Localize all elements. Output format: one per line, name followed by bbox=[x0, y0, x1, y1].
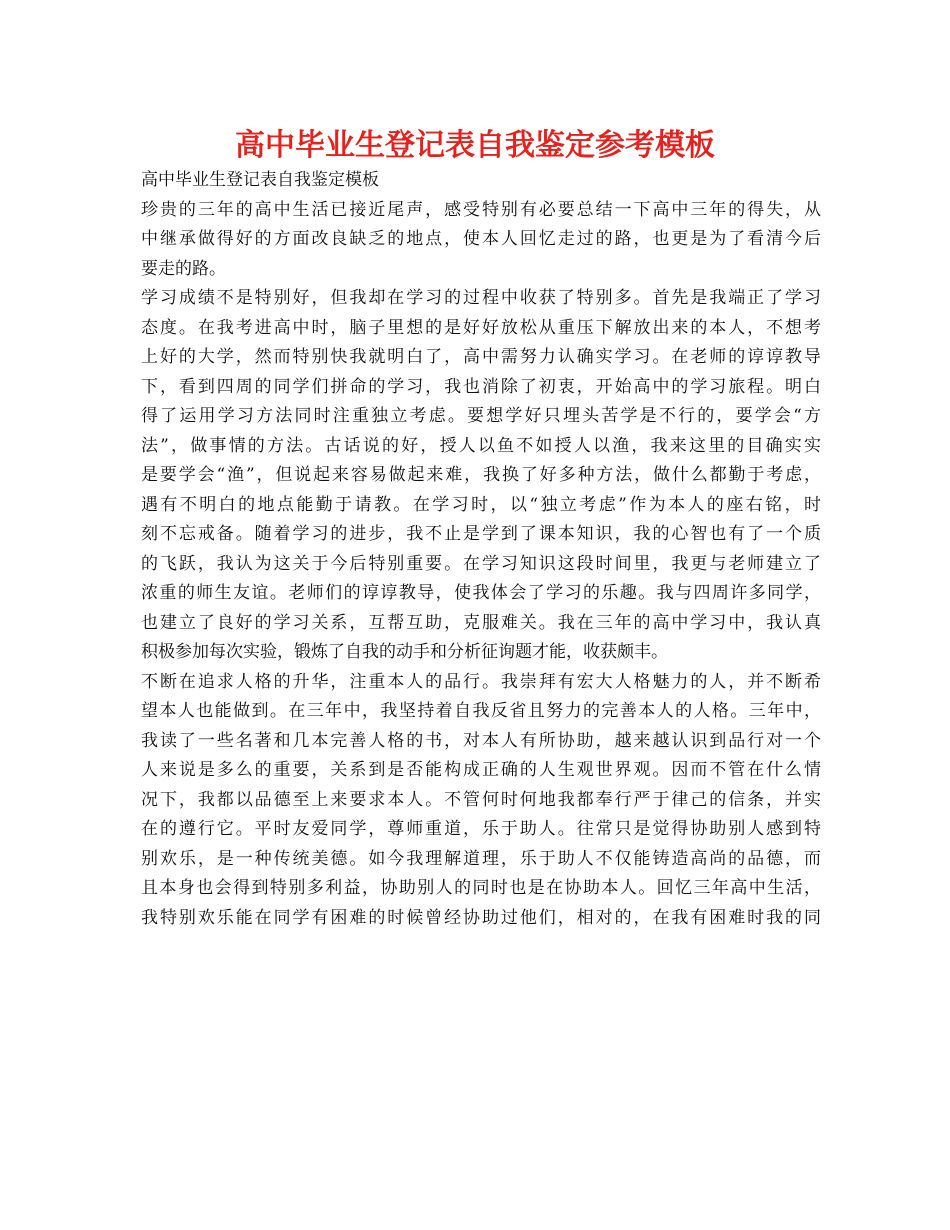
paragraph-line: 法”，做事情的方法。古话说的好，授人以鱼不如授人以渔，我来这里的目确实实 bbox=[141, 435, 821, 456]
paragraph-line: 是要学会“渔”，但说起来容易做起来难，我换了好多种方法，做什么都勤于考虑， bbox=[141, 465, 821, 485]
paragraph-line: 不断在追求人格的升华，注重本人的品行。我崇拜有宏大人格魅力的人，并不断希 bbox=[141, 671, 821, 692]
document-body bbox=[141, 166, 821, 933]
document-title: 高中毕业生登记表自我鉴定参考模板 bbox=[235, 128, 715, 163]
paragraph-line: 人来说是多么的重要，关系到是否能构成正确的人生观世界观。因而不管在什么情 bbox=[141, 760, 821, 780]
paragraph-line: 在的遵行它。平时友爱同学，尊师重道，乐于助人。往常只是觉得协助别人感到特 bbox=[141, 819, 821, 839]
paragraph-line: 珍贵的三年的高中生活已接近尾声，感受特别有必要总结一下高中三年的得失，从 bbox=[141, 199, 821, 220]
paragraph-line: 积极参加每次实验，锻炼了自我的动手和分析征询题才能，收获颇丰。 bbox=[141, 642, 668, 662]
paragraph-3 bbox=[141, 668, 821, 934]
document-subtitle: 高中毕业生登记表自我鉴定模板 bbox=[141, 170, 379, 190]
paragraph-line: 的飞跃，我认为这关于今后特别重要。在学习知识这段时间里，我更与老师建立了 bbox=[141, 553, 821, 574]
paragraph-line: 别欢乐，是一种传统美德。如今我理解道理，乐于助人不仅能铸造高尚的品德，而 bbox=[141, 848, 821, 869]
paragraph-line: 态度。在我考进高中时，脑子里想的是好好放松从重压下解放出来的本人，不想考 bbox=[141, 317, 821, 338]
paragraph-line: 且本身也会得到特别多利益，协助别人的同时也是在协助本人。回忆三年高中生活， bbox=[141, 878, 821, 898]
paragraph-line: 得了运用学习方法同时注重独立考虑。要想学好只埋头苦学是不行的，要学会“方 bbox=[141, 406, 821, 426]
paragraph-line: 中继承做得好的方面改良缺乏的地点，使本人回忆走过的路，也更是为了看清今后 bbox=[141, 229, 821, 249]
paragraph-line: 下，看到四周的同学们拼命的学习，我也消除了初衷，开始高中的学习旅程。明白 bbox=[141, 376, 821, 397]
paragraph-line: 学习成绩不是特别好，但我却在学习的过程中收获了特别多。首先是我端正了学习 bbox=[141, 288, 821, 308]
paragraph-2 bbox=[141, 284, 821, 668]
paragraph-1 bbox=[141, 196, 821, 285]
paragraph-line: 望本人也能做到。在三年中，我坚持着自我反省且努力的完善本人的人格。三年中， bbox=[141, 701, 821, 721]
paragraph-line: 刻不忘戒备。随着学习的进步，我不止是学到了课本知识，我的心智也有了一个质 bbox=[141, 524, 821, 544]
paragraph-line: 也建立了良好的学习关系，互帮互助，克服难关。我在三年的高中学习中，我认真 bbox=[141, 612, 821, 633]
paragraph-line: 浓重的师生友谊。老师们的谆谆教导，使我体会了学习的乐趣。我与四周许多同学， bbox=[141, 583, 821, 603]
paragraph-line: 我读了一些名著和几本完善人格的书，对本人有所协助，越来越认识到品行对一个 bbox=[141, 730, 821, 751]
paragraph-line: 况下，我都以品德至上来要求本人。不管何时何地我都奉行严于律己的信条，并实 bbox=[141, 789, 821, 810]
paragraph-line: 我特别欢乐能在同学有困难的时候曾经协助过他们，相对的，在我有困难时我的同 bbox=[141, 907, 821, 928]
paragraph-line: 遇有不明白的地点能勤于请教。在学习时，以“独立考虑”作为本人的座右铭，时 bbox=[141, 494, 821, 515]
paragraph-line: 要走的路。 bbox=[141, 258, 226, 279]
paragraph-line: 上好的大学，然而特别快我就明白了，高中需努力认确实学习。在老师的谆谆教导 bbox=[141, 347, 821, 367]
